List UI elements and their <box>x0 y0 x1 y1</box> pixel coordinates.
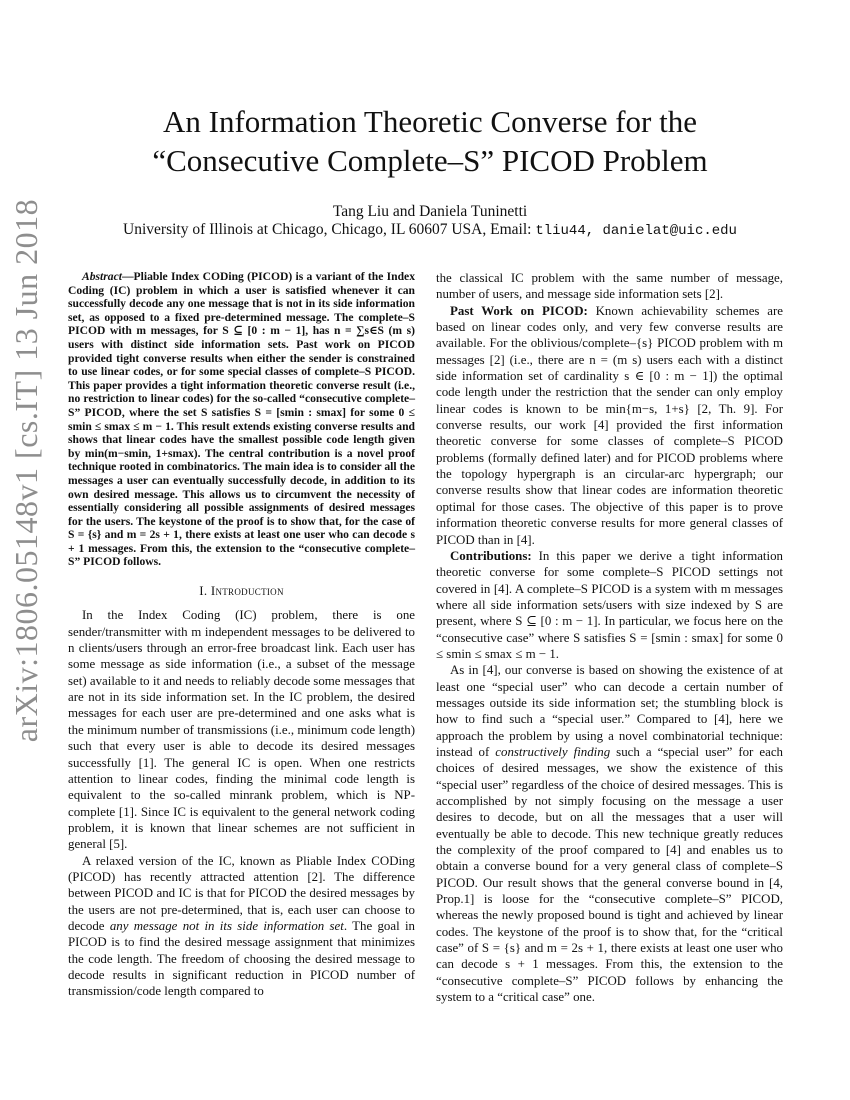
contributions-label: Contributions: <box>450 548 532 563</box>
emails: tliu44, danielat@uic.edu <box>535 223 737 239</box>
abstract-text: —Pliable Index CODing (PICOD) is a variant of the Index Coding (IC) problem in which a user is satisfied whenever it can successfully decode any one message that is not in its side information set, as opposed to a fixed pre-determined message. The complete–S PICOD with m messages, for S ⊆ [0 : m − 1], has n = ∑s∈S (m s) users with distinct side information sets. Past work on PICOD provided tight converse results when either the sender is constrained to use linear codes, or for some special classes of complete–S PICOD. This paper provides a tight information theoretic converse result (i.e., no restriction to linear codes) for the so-called “consecutive complete–S” PICOD, where the set S satisfies S = [smin : smax] for some 0 ≤ smin ≤ smax ≤ m − 1. This result extends existing converse results and shows that linear codes have the smallest possible code length given by min(m−smin, 1+smax). The central contribution is a novel proof technique rooted in combinatorics. The main idea is to consider all the messages a user can eventually successfully decode, in addition to its own desired message. This allows us to circumvent the necessity of essentially considering all possible assignments of desired messages for the users. The keystone of the proof is to show that, for the case of S = {s} and m = 2s + 1, there exists at least one user who can decode s + 1 messages. From this, the extension to the “consecutive complete–S” PICOD follows. <box>68 270 415 569</box>
title-line-1: An Information Theoretic Converse for the <box>162 104 697 139</box>
method-text-a: As in [4], our converse is based on showing the existence of at least one “special user” who can decode a certain number of messages outside its side information set; the stumbling block is how to find such a “special user.” Compared to [4], here we approach the problem by using a novel combinatorial technique: instead of <box>436 663 783 759</box>
intro-paragraph-2 <box>68 853 415 1000</box>
intro-p2-emphasis: any message not in its side information set <box>109 918 344 933</box>
arxiv-stamp <box>2 198 52 742</box>
method-paragraph <box>436 662 783 1005</box>
title-line-2: “Consecutive Complete–S” PICOD Problem <box>152 143 708 178</box>
past-work-label: Past Work on PICOD: <box>450 303 588 318</box>
paper-title <box>80 102 780 180</box>
authors: Tang Liu and Daniela Tuninetti <box>332 203 528 220</box>
abstract <box>68 270 415 569</box>
affiliation-text: University of Illinois at Chicago, Chicago, IL 60607 USA, Email: <box>123 221 536 238</box>
contributions-paragraph <box>436 548 783 662</box>
abstract-label: Abstract <box>82 270 122 283</box>
intro-p2-text-b: . The goal in PICOD is to find the desired message assignment that minimizes the code length. The freedom of choosing the desired message to decode results in significant reduction in PICOD number of transmission/code length compared to <box>68 918 415 999</box>
affiliation <box>60 221 800 239</box>
past-work-paragraph <box>436 303 783 548</box>
left-column <box>68 270 415 1000</box>
intro-paragraph-2-continued: the classical IC problem with the same number of message, number of users, and message side information sets [2]. <box>436 271 783 302</box>
arxiv-stamp-text: arXiv:1806.05148v1 [cs.IT] 13 Jun 2018 <box>8 198 45 742</box>
section-heading-introduction: I. Introduction <box>199 584 284 599</box>
method-text-b: such a “special user” for each choices of desired messages, we show the existence of this “special user” regardless of the choice of desired messages. This is accomplished by not simply focusing on the message a user desires to decode, but on all the messages that a user will eventually be able to decode. This new technique greatly reduces the complexity of the proof compared to [4] and enables us to obtain a converse bound for a very general class of complete–S PICOD. Our result shows that the general converse bound in [4, Prop.1] is loose for the “consecutive complete–S” PICOD, whereas the newly proposed bound is tight and achieved by linear codes. The keystone of the proof is to show that, for the “critical case” of S = {s} and m = 2s + 1, there exists at least one user who can decode s + 1 messages. From this, the extension to the “consecutive complete–S” PICOD follows by enhancing the system to a “critical case” one. <box>436 744 783 1005</box>
intro-p2-text-a: A relaxed version of the IC, known as Pliable Index CODing (PICOD) has recently attracted attention [2]. The difference between PICOD and IC is that for PICOD the desired messages by the users are not pre-determined, that is, each user can choose to decode <box>68 853 415 933</box>
contributions-text: In this paper we derive a tight information theoretic converse for some complete–S PICOD settings not covered in [4]. A complete–S PICOD is a system with m messages where all side information sets/users with size indexed by S are present, where S ⊆ [0 : m − 1]. In particular, we focus here on the “consecutive case” where S satisfies S = [smin : smax] for some 0 ≤ smin ≤ smax ≤ m − 1. <box>436 548 783 661</box>
right-column <box>436 270 783 1005</box>
intro-paragraph-1: In the Index Coding (IC) problem, there is one sender/transmitter with m independent messages to be delivered to n clients/users through an error-free broadcast link. Each user has some message as side information (i.e., a subset of the message set) available to it and needs to reliably decode some messages that are not in its side information set. In the IC problem, the desired messages for each user are pre-determined and one asks what is the minimum number of transmissions (i.e., minimum code length) such that every user is able to decode its desired messages successfully [1]. The general IC is open. When one restricts attention to linear codes, finding the minimal code length is equivalent to the so-called minrank problem, which is NP-complete [1]. Since IC is equivalent to the general network coding problem, it is known that linear schemes are not sufficient in general [5]. <box>68 608 415 852</box>
past-work-text: Known achievability schemes are based on linear codes only, and very few converse results are available. For the oblivious/complete–{s} PICOD problem with m messages [2] (i.e., there are n = (m s) users each with a distinct side information set of cardinality s ∈ [0 : m − 1]) the optimal code length under the restriction that the sender can only employ linear codes is known to be min{m−s, 1+s} [2, Th. 9]. For converse results, our work [4] provided the first information theoretic converse for some classes of complete–S PICOD problems (formally defined later) and for PICOD problems where the topology hypergraph is an circular-arc hypergraph; our converse results show that linear codes are information theoretic optimal for those cases. The objective of this paper is to prove information theoretic converse results for more general classes of PICOD than in [4]. <box>436 303 783 547</box>
method-emphasis: constructively finding <box>495 744 611 759</box>
